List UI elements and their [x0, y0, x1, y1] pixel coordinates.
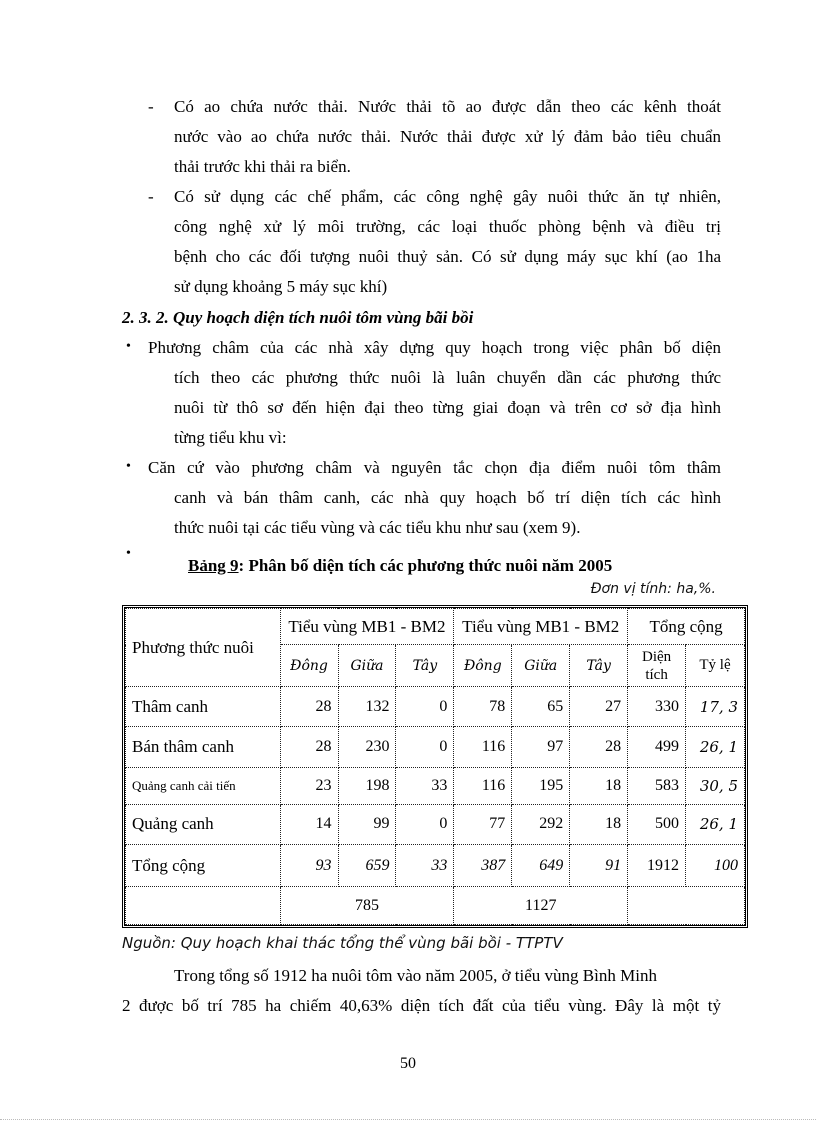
- table-row: [126, 804, 745, 844]
- total-value: 91: [570, 845, 628, 887]
- cell-value: 77: [454, 804, 512, 844]
- cell-value: 195: [512, 767, 570, 804]
- total-area: 1912: [628, 845, 686, 887]
- paragraph-line: Căn cứ vào phương châm và nguyên tắc chọn địa điểm nuôi tôm thâm: [148, 458, 721, 477]
- paragraph-line: sử dụng khoảng 5 máy sục khí): [174, 277, 388, 296]
- header-group-2: Tiểu vùng MB1 - BM2: [454, 609, 628, 645]
- paragraph-line: Trong tổng số 1912 ha nuôi tôm vào năm 2005, ở tiểu vùng Bình Minh: [174, 966, 657, 985]
- row-label: Bán thâm canh: [126, 727, 281, 767]
- dash-marker: -: [148, 187, 154, 206]
- empty-cell: [126, 887, 281, 925]
- table-caption-label: Bảng 9: [188, 556, 239, 575]
- cell-value: 28: [280, 727, 338, 767]
- total-value: 33: [396, 845, 454, 887]
- cell-value: 116: [454, 727, 512, 767]
- cell-area: 500: [628, 804, 686, 844]
- empty-cell: [628, 887, 745, 925]
- total-label: Tổng cộng: [126, 845, 281, 887]
- cell-value: 23: [280, 767, 338, 804]
- cell-value: 27: [570, 687, 628, 727]
- table-source: Nguồn: Quy hoạch khai thác tổng thể vùng bãi bồi - TTPTV: [122, 934, 563, 952]
- subheader-giua: Giữa: [512, 645, 570, 687]
- paragraph-line: công nghệ xử lý môi trường, các loại thuốc phòng bệnh và điều trị: [174, 217, 721, 236]
- paragraph-line: Có sử dụng các chế phẩm, các công nghệ gây nuôi thức ăn tự nhiên,: [174, 187, 721, 206]
- cell-area: 499: [628, 727, 686, 767]
- paragraph-line: Có ao chứa nước thải. Nước thải tõ ao được dẫn theo các kênh thoát: [174, 97, 721, 116]
- total-value: 659: [338, 845, 396, 887]
- page-number: 50: [400, 1055, 416, 1072]
- cell-value: 28: [280, 687, 338, 727]
- table-caption-text: : Phân bố diện tích các phương thức nuôi năm 2005: [238, 556, 613, 575]
- cell-value: 78: [454, 687, 512, 727]
- paragraph-line: thức nuôi tại các tiểu vùng và các tiểu khu như sau (xem 9).: [174, 518, 581, 537]
- cell-value: 198: [338, 767, 396, 804]
- cell-value: 0: [396, 727, 454, 767]
- paragraph-line: Phương châm của các nhà xây dựng quy hoạch trong việc phân bố diện: [148, 338, 721, 357]
- cell-value: 292: [512, 804, 570, 844]
- bullet-marker: •: [126, 546, 131, 561]
- dash-marker: -: [148, 97, 154, 116]
- cell-value: 33: [396, 767, 454, 804]
- header-group-total: Tổng cộng: [628, 609, 745, 645]
- subtotal-group-2: 1127: [454, 887, 628, 925]
- cell-value: 97: [512, 727, 570, 767]
- cell-ratio: 26, 1: [686, 804, 745, 844]
- unit-note: Đơn vị tính: ha,%.: [590, 581, 716, 597]
- cell-value: 65: [512, 687, 570, 727]
- total-value: 93: [280, 845, 338, 887]
- cell-value: 99: [338, 804, 396, 844]
- data-table: [125, 608, 745, 925]
- paragraph-line: 2 được bố trí 785 ha chiếm 40,63% diện tích đất của tiểu vùng. Đây là một tỷ: [122, 996, 721, 1015]
- table-row: [126, 727, 745, 767]
- cell-value: 18: [570, 804, 628, 844]
- paragraph-line: thải trước khi thải ra biển.: [174, 157, 351, 176]
- data-table-frame: [122, 605, 748, 928]
- paragraph-line: bệnh cho các đối tượng nuôi thuỷ sản. Có sử dụng máy sục khí (ao 1ha: [174, 247, 721, 266]
- subheader-dong: Đông: [454, 645, 512, 687]
- total-value: 649: [512, 845, 570, 887]
- table-row: [126, 687, 745, 727]
- footer-rule: [0, 1119, 816, 1120]
- cell-value: 18: [570, 767, 628, 804]
- paragraph-line: nuôi từ thô sơ đến hiện đại theo từng giai đoạn và trên cơ sở địa hình: [174, 398, 721, 417]
- header-method: Phương thức nuôi: [126, 609, 281, 687]
- cell-area: 330: [628, 687, 686, 727]
- subheader-tay: Tây: [570, 645, 628, 687]
- bullet-marker: •: [126, 339, 131, 354]
- cell-value: 116: [454, 767, 512, 804]
- table-caption: [188, 556, 612, 576]
- subheader-tay: Tây: [396, 645, 454, 687]
- table-total-row: [126, 845, 745, 887]
- subheader-ratio: Tỷ lệ: [686, 645, 745, 687]
- paragraph-line: nước vào ao chứa nước thải. Nước thải được xử lý đảm bảo tiêu chuẩn: [174, 127, 721, 146]
- subtotal-group-1: 785: [280, 887, 454, 925]
- header-group-1: Tiểu vùng MB1 - BM2: [280, 609, 454, 645]
- subheader-area: Diện tích: [628, 645, 686, 687]
- cell-area: 583: [628, 767, 686, 804]
- paragraph-line: canh và bán thâm canh, các nhà quy hoạch bố trí diện tích các hình: [174, 488, 721, 507]
- paragraph-line: từng tiểu khu vì:: [174, 428, 287, 447]
- paragraph-line: tích theo các phương thức nuôi là luân chuyển dần các phương thức: [174, 368, 721, 387]
- total-ratio: 100: [686, 845, 745, 887]
- table-subtotal-row: [126, 887, 745, 925]
- row-label: Thâm canh: [126, 687, 281, 727]
- cell-ratio: 26, 1: [686, 727, 745, 767]
- row-label: Quảng canh: [126, 804, 281, 844]
- row-label: Quảng canh cải tiến: [126, 767, 281, 804]
- cell-value: 230: [338, 727, 396, 767]
- cell-value: 0: [396, 687, 454, 727]
- bullet-marker: •: [126, 459, 131, 474]
- cell-value: 0: [396, 804, 454, 844]
- subheader-giua: Giữa: [338, 645, 396, 687]
- cell-ratio: 17, 3: [686, 687, 745, 727]
- section-heading: 2. 3. 2. Quy hoạch diện tích nuôi tôm vùng bãi bồi: [122, 308, 474, 327]
- cell-ratio: 30, 5: [686, 767, 745, 804]
- total-value: 387: [454, 845, 512, 887]
- table-row: [126, 767, 745, 804]
- cell-value: 14: [280, 804, 338, 844]
- cell-value: 132: [338, 687, 396, 727]
- cell-value: 28: [570, 727, 628, 767]
- subheader-dong: Đông: [280, 645, 338, 687]
